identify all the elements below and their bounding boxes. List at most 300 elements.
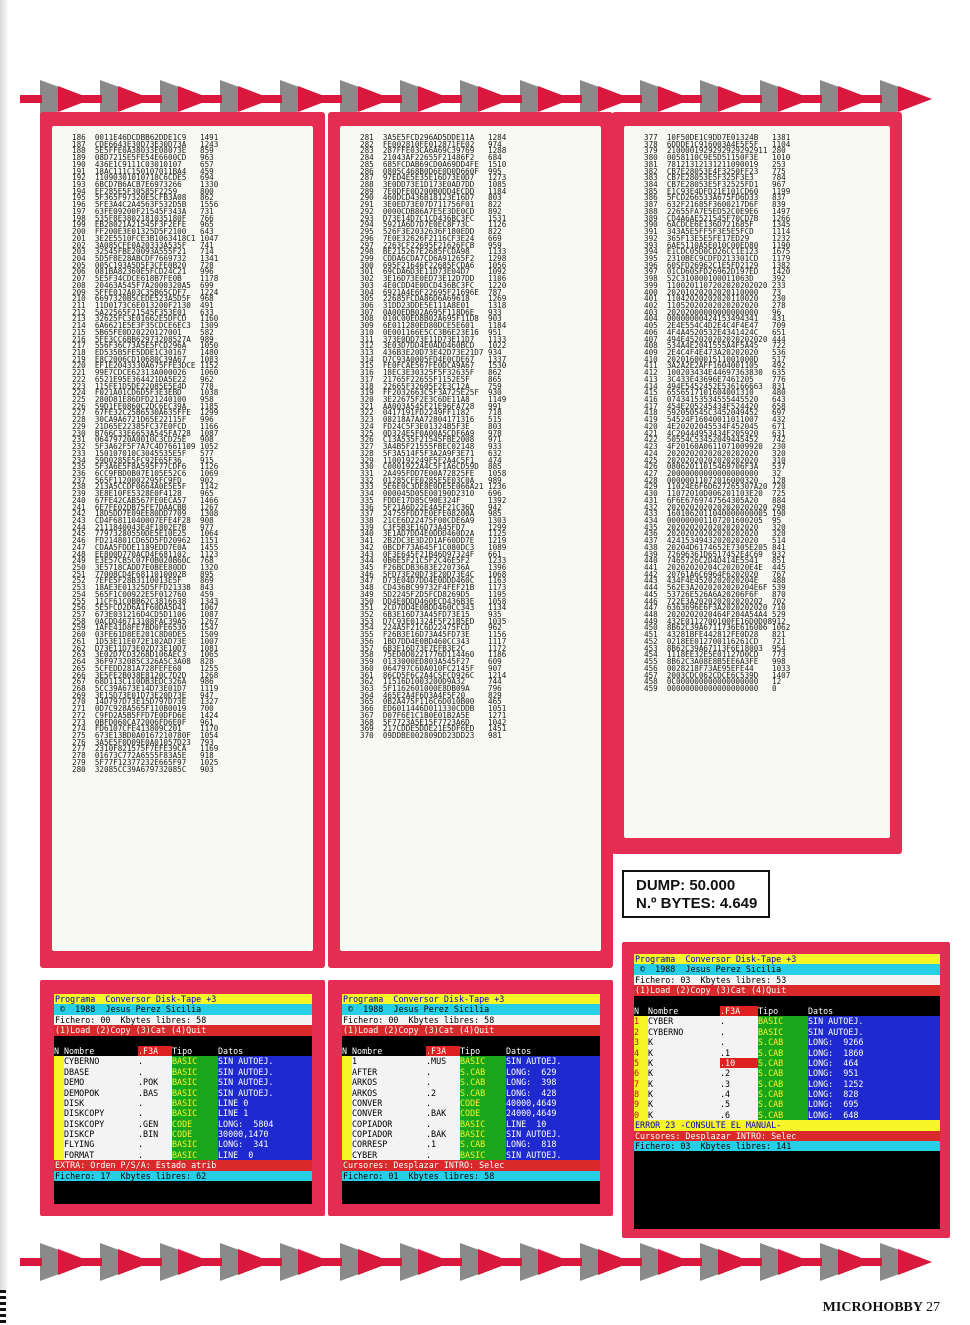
file-cell-nombre: K: [648, 1068, 720, 1078]
listing-line: 332 01285CFE0285E5E03C0A 989: [360, 475, 502, 485]
listing-line: 245 77973280550DE5E10E25 1064: [72, 529, 219, 539]
listing-line: 223 115FE1D5DE22085E5E4D 778: [72, 381, 214, 391]
file-cell-ext: .: [426, 1077, 460, 1087]
listing-line: 282 FE002810FE012871FE02 974: [360, 139, 502, 149]
listing-line: 381 78121312131211090019 253: [644, 159, 786, 169]
listing-line: 283 287FFE03CA6A69C39769 1288: [360, 146, 507, 156]
listing-line: 297 2263CF22695F21626FCB 959: [360, 240, 502, 250]
listing-line: 233 150107010C3045535E5F 577: [72, 448, 214, 458]
file-row[interactable]: [54, 1129, 312, 1139]
file-cell-tipo: BASIC: [172, 1139, 218, 1149]
listing-sheet-3: [624, 126, 890, 838]
listing-line: 391 343A5E5FF5F3E5E5FCD 1114: [644, 227, 791, 237]
magazine-name: MICROHOBBY: [822, 1300, 923, 1315]
listing-line: 452 0218EE012700116261CD 721: [644, 636, 786, 646]
file-cell-ext: .2: [426, 1088, 460, 1098]
screen-copyright: © 1988 Jesus Perez Sicilia: [54, 1004, 312, 1014]
listing-line: 304 6921A4E6F22695F21696E 787: [360, 287, 502, 297]
listing-line: 428 00000011072016000320 128: [644, 475, 786, 485]
file-cell-tipo: BASIC: [460, 1129, 506, 1139]
file-cell-n: [54, 1139, 64, 1149]
listing-line: 204 5D5F8E28ABCDF7669732 1341: [72, 253, 219, 263]
file-cell-nombre: DISKCOPY: [64, 1119, 138, 1129]
file-cell-tipo: BASIC: [172, 1098, 218, 1108]
listing-line: 259 1AFE41D8FE7BD0FE6530 1547: [72, 623, 219, 633]
listing-line: 187 CDE6643E30D73E30D73A 1243: [72, 139, 219, 149]
listing-line: 425 20202020202020202020 310: [644, 455, 786, 465]
listing-line: 292 0000CDB86A7E5E3DE0CD 892: [360, 206, 502, 216]
file-cell-tipo: S.CAB: [758, 1037, 808, 1047]
file-row[interactable]: [634, 1048, 940, 1058]
file-cell-datos: LINE 10: [506, 1119, 600, 1129]
listing-line: 331 2A495FDD7E00A72825FE 1058: [360, 468, 507, 478]
listing-line: 410 2020160001511001000D 517: [644, 354, 786, 364]
listing-line: 291 3E0ED73E07D711756F01 822: [360, 200, 502, 210]
listing-line: 339 C3F5B3E16D73A45FD7 1299: [360, 522, 507, 532]
listing-line: 234 59D0285E5FC92E65F36 915: [72, 455, 214, 465]
listing-line: 457 2003CDC062CDCE6C539D 1407: [644, 670, 791, 680]
screen-footer-status: Fichero: 17 Kbytes libres: 62: [54, 1171, 312, 1181]
listing-line: 367 D07F6E1C1B0E01B2A5E 1271: [360, 710, 507, 720]
screen-table-header: [634, 1006, 940, 1016]
header-cell-datos: Datos: [808, 1005, 834, 1016]
listing-line: 435 20202020202020202020 320: [644, 522, 786, 532]
file-cell-ext: .5: [720, 1099, 758, 1109]
file-cell-datos: SIN AUTOEJ.: [218, 1077, 312, 1087]
listing-line: 266 3E5FE2B038E8120C7D2D 1268: [72, 670, 219, 680]
file-row[interactable]: [54, 1108, 312, 1118]
listing-line: 300 695F21646F22685FCDA6 1056: [360, 260, 507, 270]
header-cell-ext: .F3A: [720, 1006, 758, 1016]
listing-line: 345 F26BCDB3683E220736A 1396: [360, 563, 507, 572]
listing-line: 358 75ED0D0221776D114460 1186: [360, 650, 507, 660]
file-row[interactable]: [342, 1119, 600, 1129]
file-cell-nombre: CORRESP: [352, 1139, 426, 1149]
file-cell-n: 3: [634, 1037, 648, 1047]
listing-line: 199 EB28021A21545F3F2EFE 965: [72, 220, 214, 230]
file-cell-datos: LONG: 428: [506, 1088, 600, 1098]
listing-line: 403 20202000000000000000 96: [644, 307, 782, 317]
file-cell-tipo: BASIC: [172, 1088, 218, 1098]
listing-line: 208 20463A545F7A2000320A5 699: [72, 280, 214, 290]
listing-line: 448 2020202020464F204A54A4 529: [644, 610, 786, 620]
listing-line: 378 6DDDE1C916003A4E5F5F 1104: [644, 139, 791, 149]
file-cell-tipo: S.CAB: [758, 1089, 808, 1099]
listing-line: 363 5F1162601000E8DB09A 796: [360, 683, 502, 693]
file-row[interactable]: [342, 1108, 600, 1118]
listing-line: 218 ED535B5FE5DDE1C30167 1480: [72, 348, 219, 357]
file-cell-n: [342, 1129, 352, 1139]
file-row[interactable]: [54, 1056, 312, 1066]
listing-line: 280 32085CC39A679732085C 903: [72, 764, 214, 774]
listing-line: 192 11090301010718C6CDE5 694: [72, 173, 214, 183]
file-cell-ext: .BAS: [138, 1088, 172, 1098]
file-cell-ext: .BAK: [426, 1108, 460, 1118]
listing-line: 389 CD4A6AE521545F70CD7B 1266: [644, 213, 791, 223]
listing-line: 455 8B62C3A08E8B5EE6A3FE 998: [644, 657, 786, 667]
listing-line: 310 0E001166E5CC3B6E23E16 951: [360, 327, 502, 337]
file-row[interactable]: [634, 1027, 940, 1037]
file-row[interactable]: [54, 1150, 312, 1160]
spectrum-screen-3: [634, 954, 940, 1229]
listing-line: 250 3E5718CADD7E0BEE80DD 1320: [72, 563, 219, 572]
file-cell-n: [342, 1139, 352, 1149]
listing-line: 343 0F3E645F21B46D97324F 661: [360, 549, 502, 559]
listing-line: 229 21D65E22385FC37E0FCD 1166: [72, 421, 219, 431]
file-cell-tipo: S.CAB: [758, 1099, 808, 1109]
file-cell-nombre: K: [648, 1037, 720, 1047]
listing-line: 294 5921A6D7D7E0EC8F73C 1126: [360, 220, 507, 230]
listing-line: 258 0ACDD46713108FAC39A5 1267: [72, 616, 219, 626]
file-cell-nombre: ARKOS: [352, 1077, 426, 1087]
file-cell-nombre: COPIADOR: [352, 1119, 426, 1129]
listing-line: 301 69CDA6D3E11D73E04D7 1092: [360, 267, 507, 277]
listing-line: 213 32625FC3E01662E5DFCD 1160: [72, 314, 219, 324]
listing-line: 281 3A5E5FCD296AD5DDE11A 1284: [360, 133, 507, 142]
file-cell-n: [54, 1129, 64, 1139]
listing-line: 413 3C433E43696E7461205 776: [644, 374, 786, 384]
listing-line: 386 5FCD266533A675FD6D33 837: [644, 193, 786, 203]
file-row[interactable]: [342, 1067, 600, 1077]
page-binding-shadow: [0, 0, 9, 1325]
listing-line: 200 FF200E3E01325D5F2100 643: [72, 227, 214, 237]
listing-line: 412 100203434E44697363830 635: [644, 368, 786, 378]
screen-footer-status: Fichero: 03 Kbytes libres: 141: [634, 1141, 940, 1151]
screen-copyright: © 1988 Jesus Perez Sicilia: [634, 964, 940, 974]
listing-line: 336 5F21A6D22E4A5F21C36D 942: [360, 502, 502, 512]
byte-count: N.º BYTES: 4.649: [636, 895, 758, 912]
listing-line: 458 0C000000000000000000 12: [644, 677, 782, 687]
listing-line: 450 8B62C39A6711736E616006 1062: [644, 623, 791, 633]
listing-line: 342 0BCDF73A645F1C080DC3 1089: [360, 542, 507, 552]
listing-line: 237 565F1120002295FC9FD 902: [72, 475, 214, 485]
screen-copyright: © 1988 Jesus Perez Sicilia: [342, 1004, 600, 1014]
listing-line: 275 673E13BD0A0167210780F 1054: [72, 730, 219, 740]
file-cell-nombre: DISK: [64, 1098, 138, 1108]
file-row[interactable]: [54, 1077, 312, 1087]
listing-panel-3: [612, 112, 902, 854]
listing-line: 186 0011E46DCDBB62DDE1C9 1491: [72, 133, 219, 142]
listing-line: 454 1118EE32E5E01127D0CD 773: [644, 650, 786, 660]
file-row[interactable]: [54, 1067, 312, 1077]
file-cell-n: 4: [634, 1048, 648, 1058]
file-cell-datos: SIN AUTOEJ.: [506, 1129, 600, 1139]
header-cell-tipo: Tipo: [758, 1005, 779, 1016]
listing-line: 215 5B65FE0D20220127001 582: [72, 327, 214, 337]
file-cell-datos: 40000,4649: [506, 1098, 600, 1108]
spectrum-screen-1: [54, 994, 312, 1204]
listing-sheet-1: [52, 126, 313, 951]
listing-line: 418 592050545C3452049452 697: [644, 408, 786, 418]
screen-spacer: [634, 996, 940, 1006]
file-cell-tipo: S.CAB: [460, 1077, 506, 1087]
file-cell-nombre: K: [648, 1048, 720, 1058]
listing-line: 238 213A5CCDF0664A0E5E5F 1142: [72, 482, 219, 492]
file-cell-n: [342, 1098, 352, 1108]
file-cell-nombre: DISKCP: [64, 1129, 138, 1139]
listing-line: 449 432E0112700100FE16D0D08912: [644, 616, 786, 626]
file-cell-datos: SIN AUTOEJ.: [218, 1088, 312, 1098]
file-cell-datos: LONG: 1252: [808, 1079, 940, 1089]
listing-line: 443 434F4E4520202020204E 488: [644, 576, 786, 586]
header-cell-tipo: Tipo: [172, 1045, 193, 1056]
screen-table-header: [342, 1046, 600, 1056]
file-row[interactable]: [54, 1119, 312, 1129]
file-cell-datos: SIN AUTOEJ.: [506, 1056, 600, 1066]
dump-summary-box: [622, 870, 770, 918]
listing-line: 383 CB7E28053E5F325F3E3 784: [644, 173, 786, 183]
file-cell-n: [342, 1150, 352, 1160]
listing-line: 445 53726E526A6A20206F6F 870: [644, 589, 786, 599]
file-cell-datos: LONG: 951: [808, 1068, 940, 1078]
file-cell-ext: .2: [720, 1068, 758, 1078]
file-cell-nombre: K: [648, 1110, 720, 1120]
listing-line: 447 6363696E6F3A2020202020 710: [644, 603, 786, 613]
file-cell-nombre: FORMAT: [64, 1150, 138, 1160]
listing-line: 256 5E5FCD2D6A1F60DA5D41 1067: [72, 603, 219, 613]
listing-line: 231 06479720A0010C3CD25E 908: [72, 435, 214, 445]
screen-menu[interactable]: (1)Load (2)Copy (3)Cat (4)Quit: [342, 1025, 600, 1035]
listing-line: 409 2E4C4F4E473A20202020 536: [644, 348, 786, 357]
listing-line: 251 77008CD4F6811010002B 895: [72, 569, 214, 579]
file-row[interactable]: [342, 1056, 600, 1066]
file-cell-n: 9: [634, 1099, 648, 1109]
file-row[interactable]: [634, 1016, 940, 1026]
listing-line: 247 CDAA5FDDE1189EDD7E0A 1455: [72, 542, 219, 552]
listing-line: 349 5D2245F2D5FCD8269D5 1195: [360, 589, 507, 599]
listing-line: 293 D73E14D7C1CD436BC3FC 1531: [360, 213, 507, 223]
listing-line: 422 50554C53452049445452 742: [644, 435, 786, 445]
screenshot-frame-1: [40, 980, 325, 1216]
listing-line: 411 3A2A2E2AFF1604001105 492: [644, 361, 786, 371]
file-row[interactable]: [634, 1089, 940, 1099]
listing-line: 242 18D5DD7E09EE80DD7709 1308: [72, 509, 219, 519]
listing-line: 201 3E2E5510FCE3B1063418C1 1047: [72, 233, 219, 243]
file-cell-nombre: K: [648, 1058, 720, 1068]
file-row[interactable]: [54, 1088, 312, 1098]
listing-line: 298 BE215267E2685FCDA98 1133: [360, 247, 507, 257]
listing-line: 316 18EC3E30325F5F32635F 862: [360, 368, 502, 378]
file-row[interactable]: [342, 1150, 600, 1160]
file-row[interactable]: [342, 1129, 600, 1139]
listing-line: 319 FF2032663C5F3A725E25F 930: [360, 388, 502, 398]
file-cell-datos: 30000,1470: [218, 1129, 312, 1139]
listing-line: 362 11516D1003200D9A32 744: [360, 677, 502, 687]
header-cell-n: N: [634, 1005, 640, 1016]
listing-line: 210 6697320B5CEDE523A5D5F 968: [72, 294, 214, 304]
arrow-banner-bottom-graphic: [0, 1235, 970, 1290]
listing-line: 338 21CE6D22475F00CDE6A9 1303: [360, 515, 507, 525]
file-cell-datos: LONG: 695: [808, 1099, 940, 1109]
listing-line: 306 31DD23DDE5E111A8E01 1318: [360, 300, 507, 310]
file-cell-ext: .: [426, 1150, 460, 1160]
file-cell-datos: LONG: 5804: [218, 1119, 312, 1129]
file-cell-tipo: BASIC: [172, 1056, 218, 1066]
listing-line: 432 2020202020202020202020 298: [644, 502, 786, 512]
file-cell-n: [342, 1119, 352, 1129]
listing-line: 394 E1CDC05D0CD26CC1E123 1675: [644, 247, 791, 257]
file-cell-n: 8: [634, 1089, 648, 1099]
file-cell-nombre: AFTER: [352, 1067, 426, 1077]
file-row[interactable]: [634, 1079, 940, 1089]
listing-line: 395 2310BEC9CDFD213301CD 1179: [644, 253, 791, 263]
listing-line: 355 F26B3E16D73A45FD73E 1156: [360, 630, 507, 640]
file-row[interactable]: [634, 1068, 940, 1078]
listing-line: 205 005C193A5D5F3CFE0B20 728: [72, 260, 214, 270]
file-row[interactable]: [342, 1139, 600, 1149]
listing-line: 436 20202020202020202020 320: [644, 529, 786, 539]
listing-line: 346 5FD73E20D73E20D73E4C 1068: [360, 569, 507, 579]
listing-line: 393 6AE5110A5E010C00ED80 1190: [644, 240, 791, 250]
listing-line: 405 2E4E554C4D2E4C4F4E47 709: [644, 321, 786, 331]
listing-line: 263 3E02D7CD3268D106AEC3 1065: [72, 650, 219, 660]
listing-line: 388 22655FA7E5ED52C0E9E6 1497: [644, 206, 791, 216]
listing-line: 327 3A4B5F21555FBEC02148 933: [360, 442, 502, 452]
listing-line: 392 365F13E5E5FE17ED29 1232: [644, 233, 791, 243]
screen-menu[interactable]: (1)Load (2)Copy (3)Cat (4)Quit: [634, 985, 940, 995]
file-cell-datos: LINE 0: [218, 1098, 312, 1108]
listing-line: 414 494E5452452E536166663 831: [644, 381, 786, 391]
file-row[interactable]: [634, 1110, 940, 1120]
header-cell-nombre: Nombre: [64, 1045, 95, 1056]
listing-line: 438 20204D6174652E7305E205 841: [644, 542, 786, 552]
listing-line: 398 52C310000100011063D 392: [644, 274, 786, 284]
file-cell-tipo: BASIC: [172, 1108, 218, 1118]
file-cell-ext: .6: [720, 1110, 758, 1120]
file-cell-datos: LONG: 818: [506, 1139, 600, 1149]
file-cell-tipo: S.CAB: [460, 1088, 506, 1098]
file-cell-datos: LONG: 398: [506, 1077, 600, 1087]
file-cell-tipo: S.CAB: [758, 1079, 808, 1089]
file-cell-nombre: K: [648, 1079, 720, 1089]
listing-line: 323 08218A7AA72804171316 515: [360, 415, 502, 425]
file-cell-n: 7: [634, 1079, 648, 1089]
file-row[interactable]: [342, 1098, 600, 1108]
listing-line: 348 CD436BC99732F4FEF21B 1173: [360, 583, 507, 593]
listing-line: 361 86CD5F6C2A4CSFCD926C 1214: [360, 670, 507, 680]
listing-line: 252 7EFE5F28B3110013E5F 869: [72, 576, 214, 586]
listing-line: 396 60SFD26962C1E5FD2129 1382: [644, 260, 791, 270]
listing-sheet-2: [340, 126, 601, 951]
listing-line: 321 AA003A545F21E96FA728 991: [360, 401, 502, 411]
file-cell-tipo: BASIC: [172, 1067, 218, 1077]
file-row[interactable]: [342, 1077, 600, 1087]
listing-line: 295 526F3E2032636F180EDD 822: [360, 227, 502, 237]
listing-line: 326 C13A535F21545FBE2008 971: [360, 435, 502, 445]
file-cell-ext: .BAK: [426, 1129, 460, 1139]
screen-error-line: ERROR 23 -CONSULTE EL MANUAL-: [634, 1120, 940, 1130]
registration-marks: [0, 1290, 6, 1325]
file-row[interactable]: [54, 1139, 312, 1149]
listing-line: 209 5FFE012A03C35B65CDF7 1224: [72, 287, 219, 297]
listing-line: 265 5CFEDD281A728FEFE60 1255: [72, 663, 219, 673]
file-row[interactable]: [634, 1037, 940, 1047]
file-cell-nombre: CONVER: [352, 1098, 426, 1108]
file-row[interactable]: [54, 1098, 312, 1108]
listing-line: 217 556F36C73A5E5FCD296A 1050: [72, 341, 219, 351]
file-cell-ext: .: [720, 1027, 758, 1037]
listing-line: 335 FDDE17D85C90E324F 1392: [360, 495, 507, 505]
screen-help-line: EXTRA: Orden P/S/A: Estado atrib: [54, 1160, 312, 1170]
listing-line: 379 2100001929292929292911 280: [644, 146, 786, 156]
listing-line: 387 632F21685F3600217D6F 839: [644, 200, 786, 210]
listing-line: 289 7E0DFE0D200B0DD4ECDD 1184: [360, 186, 507, 196]
listing-line: 305 22685FCDA86D6A69618 1269: [360, 294, 507, 304]
listing-line: 286 0805C468B0D6E0D0D660F 995: [360, 166, 502, 176]
file-cell-n: [342, 1077, 352, 1087]
screen-menu[interactable]: (1)Load (2)Copy (3)Cat (4)Quit: [54, 1025, 312, 1035]
listing-line: 453 8B62C39A67113F6E18003 954: [644, 643, 786, 653]
spectrum-screen-2: [342, 994, 600, 1204]
listing-line: 320 3E22675F2E3C6DE11A8 1149: [360, 395, 507, 405]
file-cell-n: [342, 1088, 352, 1098]
file-row[interactable]: [634, 1058, 940, 1068]
file-cell-tipo: S.CAB: [460, 1067, 506, 1077]
listing-line: 426 08062011015469706F3A 537: [644, 462, 786, 472]
listing-line: 244 2111840043E4F1802E7B 977: [72, 522, 214, 532]
listing-line: 334 000045D05E00190D2310 696: [360, 489, 502, 499]
listing-line: 433 1601062011040000000005 190: [644, 509, 786, 519]
listing-line: 402 11052020202020202020 278: [644, 300, 786, 310]
file-cell-nombre: DEMOPOK: [64, 1088, 138, 1098]
file-cell-nombre: K: [648, 1089, 720, 1099]
listing-line: 347 D73E04D7DD4E0DDD460C 1163: [360, 576, 507, 586]
screen-help-line: Cursores: Desplazar INTRO: Selec: [342, 1160, 600, 1170]
file-cell-ext: .1: [426, 1139, 460, 1149]
listing-line: 431 6F6E6769747564305A20 884: [644, 495, 786, 505]
file-cell-nombre: CYBER: [352, 1150, 426, 1160]
listing-line: 195 5F365F97320E5CFB3A08 862: [72, 193, 214, 203]
file-cell-nombre: K: [648, 1099, 720, 1109]
file-cell-ext: .10: [720, 1058, 758, 1068]
listing-line: 459 00000000000000000000 0: [644, 683, 777, 693]
listing-line: 193 6BCD7B6ACB7E6973266 1330: [72, 180, 219, 190]
listing-line: 420 4E20202045534F452045 671: [644, 421, 786, 431]
header-cell-ext: .F3A: [138, 1046, 172, 1056]
listing-line: 419 54524F16040011011007 432: [644, 415, 786, 425]
file-cell-datos: SIN AUTOEJ.: [218, 1067, 312, 1077]
listing-line: 317 21765F22655F1152E5F 865: [360, 374, 502, 384]
listing-line: 377 10F50DE1C9DD7E01324B 1381: [644, 133, 791, 142]
listing-line: 279 5F77F12377232E665F97 1025: [72, 757, 219, 767]
listing-line: 296 7E0E32626F2116CF3E24 669: [360, 233, 502, 243]
file-cell-nombre: COPIADOR: [352, 1129, 426, 1139]
file-cell-n: [54, 1108, 64, 1118]
listing-line: 400 20201020202020110000 73: [644, 287, 782, 297]
file-cell-ext: .POK: [138, 1077, 172, 1087]
file-cell-n: 1: [634, 1016, 648, 1026]
listing-line: 430 11072010D006201103E20 725: [644, 489, 786, 499]
listing-line: 353 D7C93E01324F5F21B5ED 1035: [360, 616, 507, 626]
file-row[interactable]: [634, 1099, 940, 1109]
listing-line: 246 FD214801CD65D5FD20962 1151: [72, 536, 219, 546]
file-cell-datos: 24000,4649: [506, 1108, 600, 1118]
file-row[interactable]: [342, 1088, 600, 1098]
file-cell-n: [54, 1150, 64, 1160]
listing-line: 350 DD4E0DDD460ECD436B3E 1058: [360, 596, 507, 606]
listing-line: 380 0058110C9E5D51150F3E 1010: [644, 153, 791, 163]
file-cell-datos: LONG: 1860: [808, 1048, 940, 1058]
listing-line: 313 436B3E20D73E42D73E21D7 934: [360, 348, 502, 357]
listing-line: 437 42415349432020202020 514: [644, 536, 786, 546]
listing-line: 255 11CF61C0BB62C3816638 1343: [72, 596, 219, 606]
listing-line: 240 67FE42CAB567FE0ECA57 1466: [72, 495, 219, 505]
file-cell-datos: LONG: 828: [808, 1089, 940, 1099]
file-cell-nombre: CONVER: [352, 1108, 426, 1118]
screen-title: Programa Conversor Disk-Tape +3: [634, 954, 940, 964]
file-cell-datos: LINE 1: [218, 1108, 312, 1118]
listing-line: 261 1D53E11E072E102AD73E 1007: [72, 636, 219, 646]
